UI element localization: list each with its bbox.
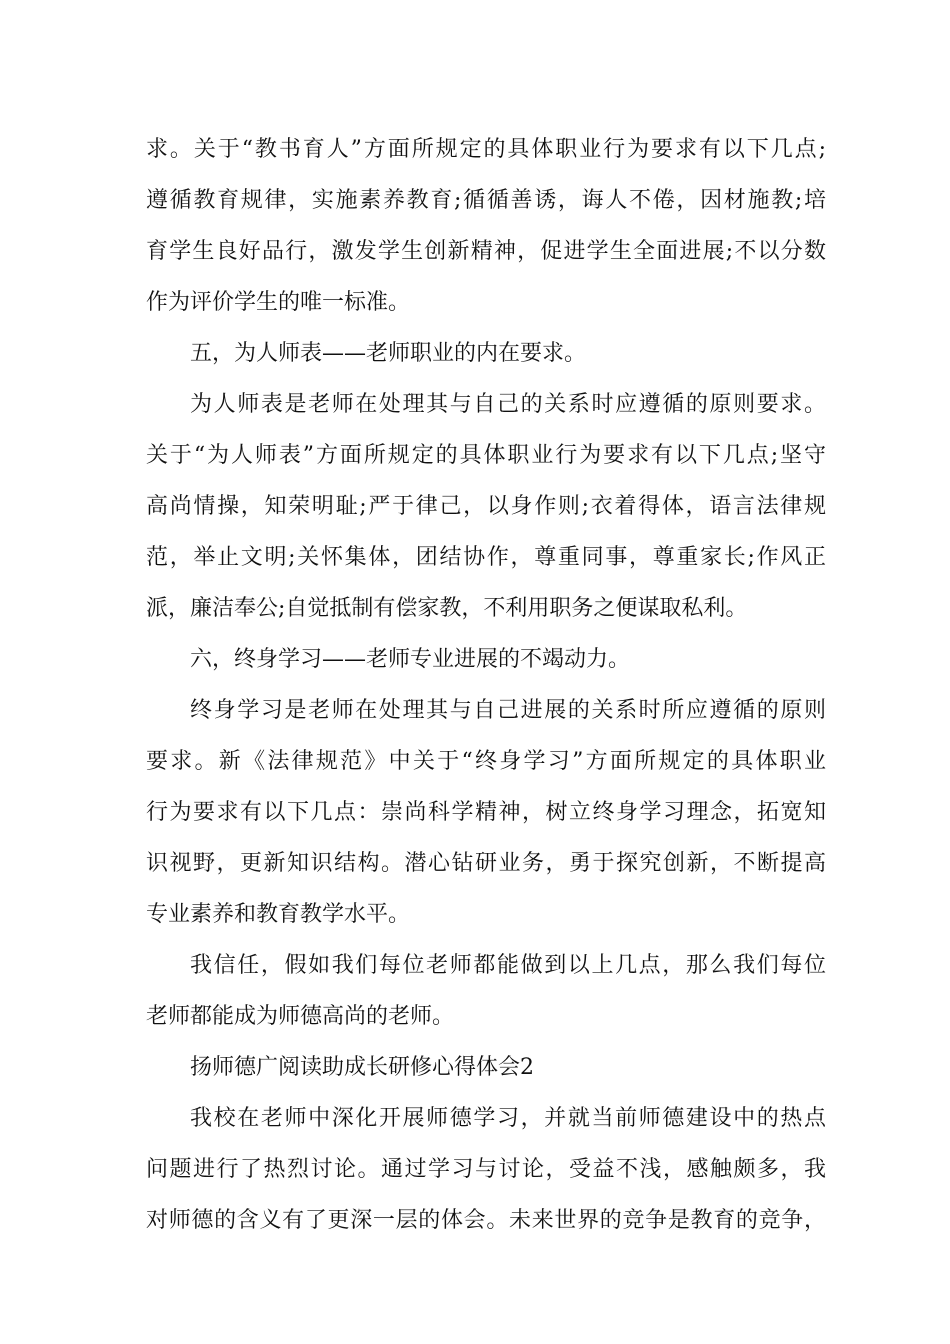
text-line: 问题进行了热烈讨论。通过学习与讨论，受益不浅，感触颇多，我 xyxy=(146,1157,826,1182)
text-line: 关于“为人师表”方面所规定的具体职业行为要求有以下几点;坚守 xyxy=(146,443,826,468)
text-line: 行为要求有以下几点：崇尚科学精神，树立终身学习理念，拓宽知 xyxy=(146,800,826,825)
article-title: 扬师德广阅读助成长研修心得体会2 xyxy=(190,1055,534,1080)
section-heading: 六，终身学习——老师专业进展的不竭动力。 xyxy=(190,647,631,672)
text-line: 范，举止文明;关怀集体，团结协作，尊重同事，尊重家长;作风正 xyxy=(146,545,826,570)
text-line: 专业素养和教育教学水平。 xyxy=(146,902,411,927)
section-heading: 五，为人师表——老师职业的内在要求。 xyxy=(190,341,587,366)
text-line: 我校在老师中深化开展师德学习，并就当前师德建设中的热点 xyxy=(190,1106,826,1131)
text-line: 终身学习是老师在处理其与自己进展的关系时所应遵循的原则 xyxy=(190,698,826,723)
text-line: 我信任，假如我们每位老师都能做到以上几点，那么我们每位 xyxy=(190,953,826,978)
text-line: 老师都能成为师德高尚的老师。 xyxy=(146,1004,455,1029)
text-line: 派，廉洁奉公;自觉抵制有偿家教，不利用职务之便谋取私利。 xyxy=(146,596,748,621)
text-line: 求。关于“教书育人”方面所规定的具体职业行为要求有以下几点; xyxy=(146,137,826,162)
text-line: 识视野，更新知识结构。潜心钻研业务，勇于探究创新，不断提高 xyxy=(146,851,826,876)
text-line: 为人师表是老师在处理其与自己的关系时应遵循的原则要求。 xyxy=(190,392,826,417)
text-line: 高尚情操，知荣明耻;严于律己，以身作则;衣着得体，语言法律规 xyxy=(146,494,826,519)
text-line: 育学生良好品行，激发学生创新精神，促进学生全面进展;不以分数 xyxy=(146,239,826,264)
text-line: 对师德的含义有了更深一层的体会。未来世界的竞争是教育的竞争， xyxy=(146,1208,826,1233)
text-line: 遵循教育规律，实施素养教育;循循善诱，诲人不倦，因材施教;培 xyxy=(146,188,826,213)
text-line: 要求。新《法律规范》中关于“终身学习”方面所规定的具体职业 xyxy=(146,749,826,774)
text-line: 作为评价学生的唯一标准。 xyxy=(146,290,411,315)
